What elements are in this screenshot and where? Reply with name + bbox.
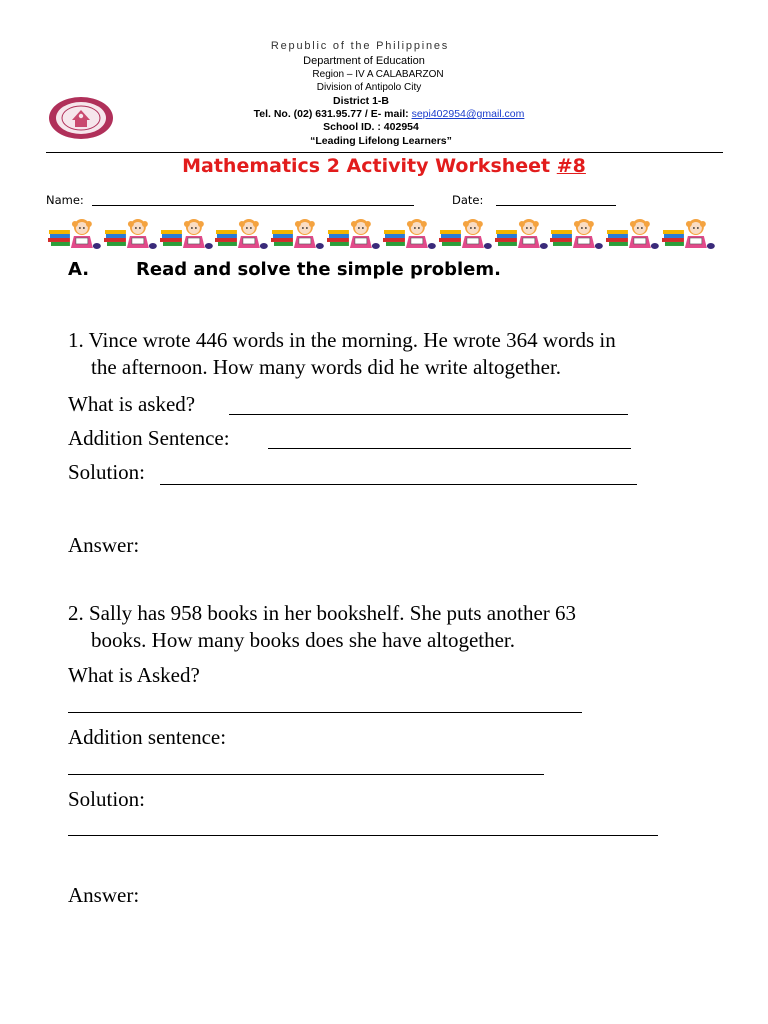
problem-2-line-2: books. How many books does she have altogether. xyxy=(91,628,516,652)
girl-reading-books-icon xyxy=(269,216,325,252)
problem-1-line-1: 1. Vince wrote 446 words in the morning. He wrote 364 words in xyxy=(68,328,616,352)
section-letter: A. xyxy=(68,259,90,280)
girl-reading-books-icon xyxy=(548,216,604,252)
problem-1-answer-label: Answer: xyxy=(68,533,140,557)
problem-2-answer-label: Answer: xyxy=(68,883,140,907)
girl-reading-books-icon xyxy=(102,216,158,252)
problem-1-addition-blank[interactable] xyxy=(268,448,631,449)
problem-2-solution-blank[interactable] xyxy=(68,835,658,836)
header-contact xyxy=(254,108,525,120)
header-divider xyxy=(46,152,723,153)
worksheet-title xyxy=(182,155,586,177)
header-region: Region – IV A CALABARZON xyxy=(312,69,444,80)
problem-2-asked-blank[interactable] xyxy=(68,712,582,713)
girl-reading-books-icon xyxy=(158,216,214,252)
problem-2-line-1: 2. Sally has 958 books in her bookshelf. She puts another 63 xyxy=(68,601,577,625)
header-telephone: Tel. No. (02) 631.95.77 / E- mail: xyxy=(253,108,412,120)
problem-1-asked-label: What is asked? xyxy=(68,392,196,416)
problem-1-line-2: the afternoon. How many words did he write altogether. xyxy=(91,355,562,379)
name-blank[interactable] xyxy=(92,205,414,206)
header-department: Department of Education xyxy=(303,55,425,67)
problem-1-solution-blank[interactable] xyxy=(160,484,637,485)
girl-reading-books-icon xyxy=(493,216,549,252)
date-blank[interactable] xyxy=(496,205,616,206)
girl-reading-books-icon xyxy=(604,216,660,252)
problem-2-addition-label: Addition sentence: xyxy=(68,725,227,749)
girl-reading-books-icon xyxy=(381,216,437,252)
header-school-id: School ID. : 402954 xyxy=(323,121,419,133)
email-link[interactable]: sepi402954@gmail.com xyxy=(411,108,525,120)
worksheet-title-text: Mathematics 2 Activity Worksheet xyxy=(182,155,557,177)
problem-2-asked-label: What is Asked? xyxy=(68,663,200,687)
problem-2-addition-blank[interactable] xyxy=(68,774,544,775)
problem-1-asked-blank[interactable] xyxy=(229,414,628,415)
section-instruction: Read and solve the simple problem. xyxy=(136,259,501,280)
girl-reading-books-icon xyxy=(46,216,102,252)
school-seal-icon xyxy=(48,96,114,140)
header-republic: Republic of the Philippines xyxy=(270,40,450,52)
problem-1-addition-label: Addition Sentence: xyxy=(68,426,230,450)
decorative-border xyxy=(46,216,716,252)
girl-reading-books-icon xyxy=(660,216,716,252)
girl-reading-books-icon xyxy=(325,216,381,252)
header-district: District 1-B xyxy=(332,95,390,107)
date-label: Date: xyxy=(452,193,484,207)
header-motto: “Leading Lifelong Learners” xyxy=(310,135,452,147)
header-division: Division of Antipolo City xyxy=(316,82,422,93)
problem-2-solution-label: Solution: xyxy=(68,787,146,811)
worksheet-number: #8 xyxy=(556,155,586,177)
problem-1-solution-label: Solution: xyxy=(68,460,146,484)
name-label: Name: xyxy=(46,193,84,207)
girl-reading-books-icon xyxy=(437,216,493,252)
girl-reading-books-icon xyxy=(213,216,269,252)
